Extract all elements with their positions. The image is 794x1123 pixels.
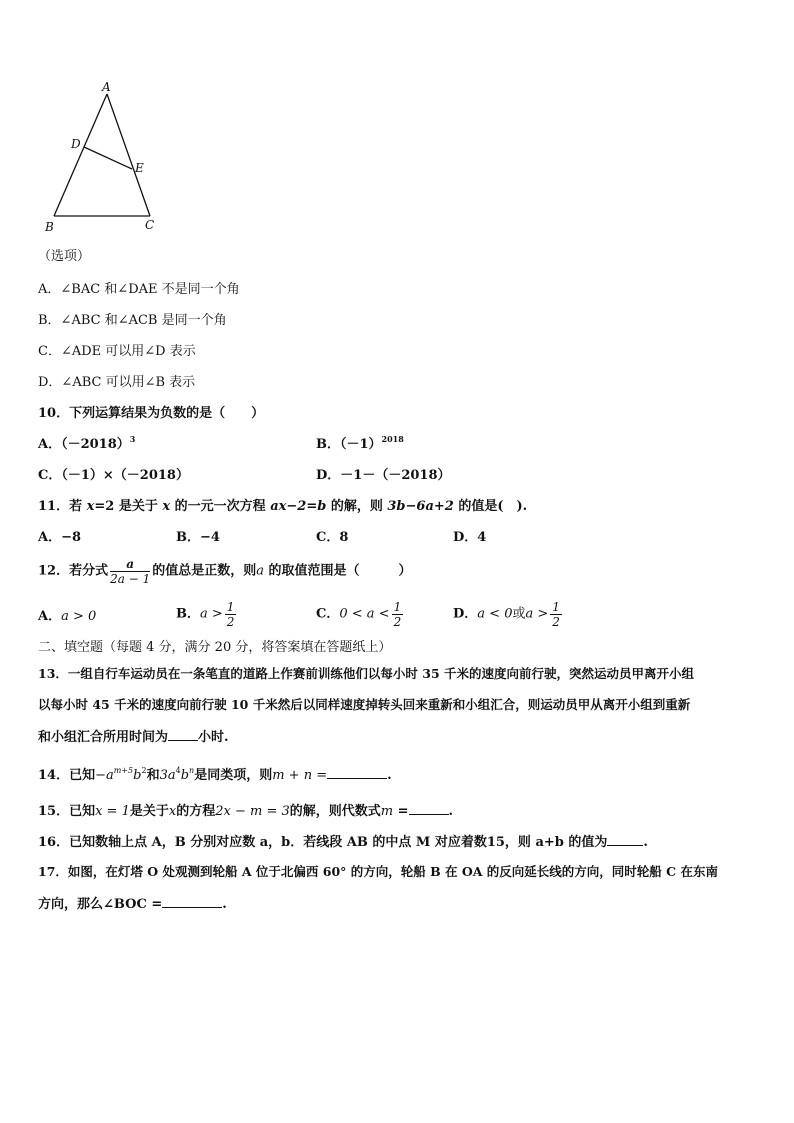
q12-option-d-half-num: 1	[552, 600, 560, 614]
q16-stem	[38, 833, 648, 851]
q13-line-3-text: 和小组汇合所用时间为	[38, 730, 169, 745]
q15-part3: 的方程	[176, 804, 216, 819]
q15-part4: 的解，则代数式	[289, 804, 381, 819]
segment-de	[84, 147, 132, 169]
q15-m: m	[380, 804, 394, 819]
q12-option-c-label: C．	[316, 606, 340, 622]
q17-answer-blank	[162, 895, 222, 908]
q14-term2-b: b	[180, 768, 190, 783]
q12-option-c-half-num: 1	[393, 600, 402, 614]
q11-option-a: A．−8	[38, 530, 82, 545]
q14-answer-blank	[327, 766, 387, 779]
label-e: E	[135, 161, 144, 175]
q12-option-c-expr: 0 < a <	[339, 606, 390, 622]
label-b: B	[45, 220, 54, 234]
q11-part3: 的一元一次方程	[170, 499, 271, 514]
side-ac	[107, 94, 150, 216]
q13-line-2: 以每小时 45 千米的速度向前行驶 10 千米然后以同样速度掉转头回来重新和小组汇合，则运动员甲从离开小组到重新	[38, 697, 691, 712]
q10-option-b-exponent: 2018	[381, 434, 404, 444]
q10-option-d: D．－1－（－2018）	[316, 468, 451, 483]
q12-option-a-expr: a > 0	[61, 609, 97, 624]
q10-option-b	[316, 434, 404, 453]
q14-term1: −a	[95, 768, 114, 783]
q15-condition: x = 1	[95, 804, 130, 819]
q17-line-1: 17．如图，在灯塔 O 处观测到轮船 A 位于北偏西 60° 的方向，轮船 B 在 OA 的反向延长线的方向，同时轮船 C 在东南	[38, 864, 718, 879]
q14-term1-b: b	[133, 768, 142, 783]
q11-expression: 3b−6a+2	[387, 499, 454, 514]
q15-part1: 15．已知	[38, 804, 96, 819]
side-ab	[54, 94, 107, 216]
q15-part5: =	[393, 804, 409, 819]
q17-line-2-end: .	[222, 897, 227, 912]
q12-option-d	[453, 600, 564, 629]
q17-line-2-text: 方向，那么∠BOC =	[38, 897, 163, 912]
q9-option-d: D．∠ABC 可以用∠B 表示	[38, 375, 196, 390]
q14-term2-b-exp: n	[189, 766, 195, 775]
q12-option-c	[316, 600, 405, 629]
q12-fraction	[110, 557, 150, 586]
q12-option-b-half	[225, 600, 237, 629]
q12-option-a	[38, 609, 96, 625]
options-header: （选项）	[38, 249, 91, 264]
q12-option-c-half-den: 2	[393, 615, 402, 629]
q14-term1-exp: m+5	[113, 766, 134, 775]
label-d: D	[71, 137, 81, 151]
q12-option-c-half	[392, 600, 404, 629]
q12-option-d-expr2: a >	[525, 606, 549, 622]
q11-option-c: C．8	[316, 530, 349, 545]
q11-part2: =2 是关于	[94, 499, 163, 514]
q15-stem	[38, 802, 453, 820]
q14-expression: m + n =	[272, 768, 328, 783]
q13-line-1: 13．一组自行车运动员在一条笔直的道路上作赛前训练他们以每小时 35 千米的速度向前行驶，突然运动员甲离开小组	[38, 666, 694, 681]
label-a: A	[102, 80, 111, 94]
q10-option-c: C．（－1）×（－2018）	[38, 468, 189, 483]
q12-option-d-or: 或	[512, 606, 526, 622]
q10-option-a-exponent: 3	[129, 434, 136, 444]
q12-var: a	[256, 563, 264, 579]
q12-stem	[38, 557, 412, 586]
q12-option-d-half-den: 2	[552, 615, 560, 629]
q12-option-b	[176, 600, 238, 629]
q12-option-a-label: A．	[38, 609, 62, 624]
q12-option-b-half-num: 1	[226, 600, 235, 614]
q16-end: .	[643, 835, 648, 850]
q14-term2-exp: 4	[175, 766, 181, 775]
q10-option-a	[38, 434, 136, 453]
q11-equation: ax−2=b	[270, 499, 327, 514]
q13-line-3-end: 小时.	[198, 730, 229, 745]
q15-equation: 2x − m = 3	[215, 804, 290, 819]
q12-option-b-label: B．	[176, 606, 200, 622]
q11-var-x: x	[86, 499, 95, 514]
q11-var-x2: x	[162, 499, 171, 514]
q10-option-b-text: B．（－1）	[316, 437, 382, 452]
q9-option-c: C．∠ADE 可以用∠D 表示	[38, 344, 196, 359]
q13-answer-blank	[168, 728, 198, 741]
q10-stem: 10．下列运算结果为负数的是（ ）	[38, 406, 265, 421]
q11-part1: 11．若	[38, 499, 87, 514]
q11-part4: 的解，则	[326, 499, 388, 514]
q12-option-d-label: D．	[453, 606, 478, 622]
q17-line-2	[38, 895, 227, 913]
q15-end: .	[448, 804, 454, 819]
q11-stem	[38, 499, 527, 515]
q12-option-d-expr1: a < 0	[477, 606, 513, 622]
q11-option-d: D．4	[453, 530, 487, 545]
section-2-heading: 二、填空题（每题 4 分，满分 20 分，将答案填在答题纸上）	[38, 640, 392, 655]
q14-part3: 是同类项，则	[194, 768, 273, 783]
triangle-figure	[36, 80, 176, 238]
q14-part2: 和	[146, 768, 160, 783]
q9-option-a: A．∠BAC 和∠DAE 不是同一个角	[38, 282, 240, 297]
q9-option-b: B．∠ABC 和∠ACB 是同一个角	[38, 313, 227, 328]
q12-part2: 的值总是正数，则	[152, 563, 257, 579]
label-c: C	[145, 218, 155, 232]
q15-var: x	[168, 804, 177, 819]
q12-fraction-numerator: a	[110, 557, 150, 572]
q16-text: 16．已知数轴上点 A，B 分别对应数 a，b．若线段 AB 的中点 M 对应着数15，则 a+b 的值为	[38, 835, 608, 850]
q16-answer-blank	[607, 833, 643, 846]
q12-fraction-denominator: 2a − 1	[110, 572, 151, 586]
q14-term1-b-exp: 2	[141, 766, 147, 775]
q12-option-b-expr: a >	[200, 606, 223, 622]
q14-part1: 14．已知	[38, 768, 96, 783]
q10-option-a-text: A．（－2018）	[38, 437, 130, 452]
q12-part1: 12．若分式	[38, 563, 109, 579]
q12-option-b-half-den: 2	[226, 615, 235, 629]
q14-stem	[38, 766, 392, 785]
q15-answer-blank	[409, 802, 449, 815]
q11-part5: 的值是( ).	[453, 499, 528, 514]
q14-end: .	[387, 768, 392, 783]
q13-line-3	[38, 728, 229, 746]
q12-part3: 的取值范围是（ ）	[263, 563, 412, 579]
q14-term2: 3a	[159, 768, 176, 783]
q11-option-b: B．−4	[176, 530, 220, 545]
q15-part2: 是关于	[129, 804, 169, 819]
q12-option-d-half	[550, 600, 562, 629]
